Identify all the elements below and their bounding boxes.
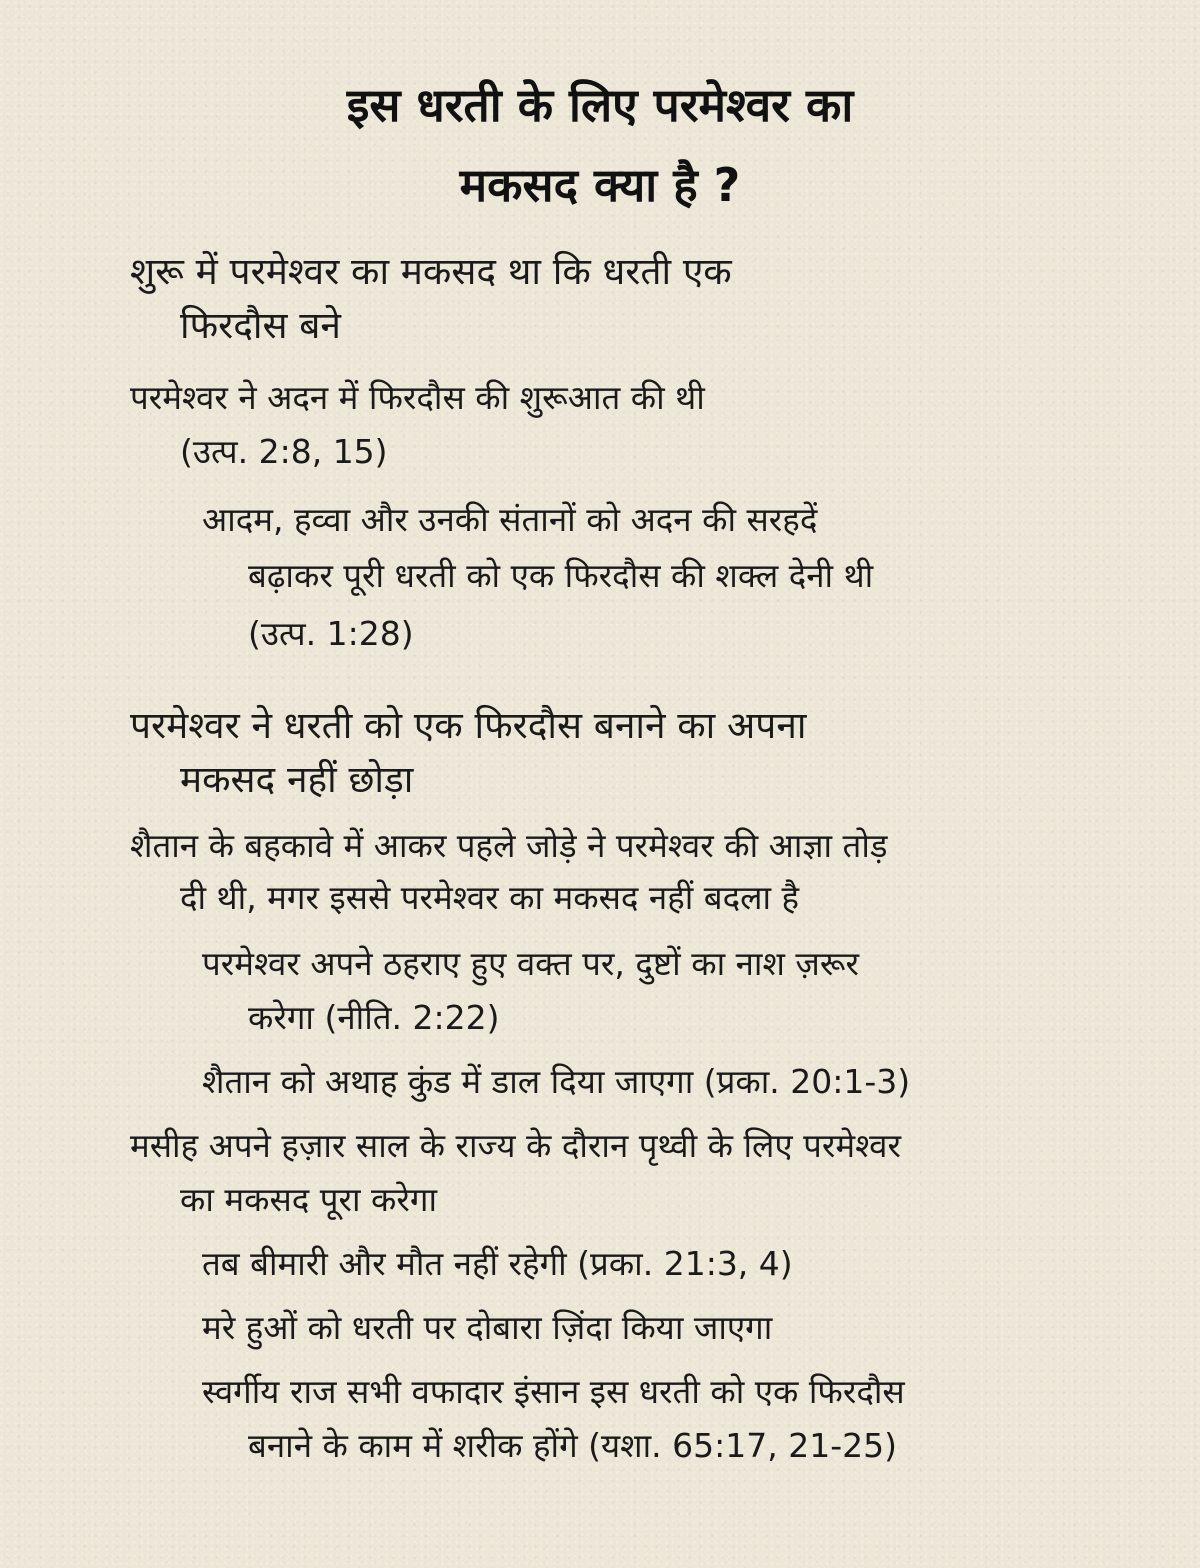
point-text: (उत्प. 2:8, 15) xyxy=(180,432,388,471)
point-text: दी थी, मगर इससे परमेश्वर का मकसद नहीं बदला है xyxy=(180,878,800,917)
subpoint-text: स्वर्गीय राज सभी वफादार इंसान इस धरती को एक फिरदौस xyxy=(202,1372,905,1411)
subpoint-text: बढ़ाकर पूरी धरती को एक फिरदौस की शक्ल देनी थी xyxy=(248,556,874,595)
section-heading: मकसद नहीं छोड़ा xyxy=(180,758,414,801)
subpoint-text: परमेश्वर अपने ठहराए हुए वक्त पर, दुष्टों का नाश ज़रूर xyxy=(202,944,860,983)
subpoint-text: आदम, हव्वा और उनकी संतानों को अदन की सरहदें xyxy=(202,500,818,539)
point-text: मसीह अपने हज़ार साल के राज्य के दौरान पृथ्वी के लिए परमेश्वर xyxy=(130,1126,901,1165)
subpoint-text: बनाने के काम में शरीक होंगे (यशा. 65:17, 21-25) xyxy=(248,1426,897,1465)
point-text: परमेश्वर ने अदन में फिरदौस की शुरूआत की थी xyxy=(130,378,705,417)
subpoint-text: तब बीमारी और मौत नहीं रहेगी (प्रका. 21:3, 4) xyxy=(202,1244,793,1283)
point-text: का मकसद पूरा करेगा xyxy=(180,1180,438,1219)
subpoint-text: करेगा (नीति. 2:22) xyxy=(248,998,500,1037)
section-heading: परमेश्वर ने धरती को एक फिरदौस बनाने का अपना xyxy=(130,704,807,747)
section-heading: शुरू में परमेश्वर का मकसद था कि धरती एक xyxy=(130,250,732,293)
page-title-line-1: इस धरती के लिए परमेश्वर का xyxy=(346,78,854,132)
subpoint-text: शैतान को अथाह कुंड में डाल दिया जाएगा (प्रका. 20:1-3) xyxy=(202,1062,911,1101)
subpoint-text: (उत्प. 1:28) xyxy=(248,614,414,653)
page-title-line-2: मकसद क्या है ? xyxy=(459,158,741,212)
section-heading: फिरदौस बने xyxy=(180,304,341,347)
point-text: शैतान के बहकावे में आकर पहले जोड़े ने परमेश्वर की आज्ञा तोड़ xyxy=(130,826,888,865)
subpoint-text: मरे हुओं को धरती पर दोबारा ज़िंदा किया जाएगा xyxy=(202,1308,773,1347)
